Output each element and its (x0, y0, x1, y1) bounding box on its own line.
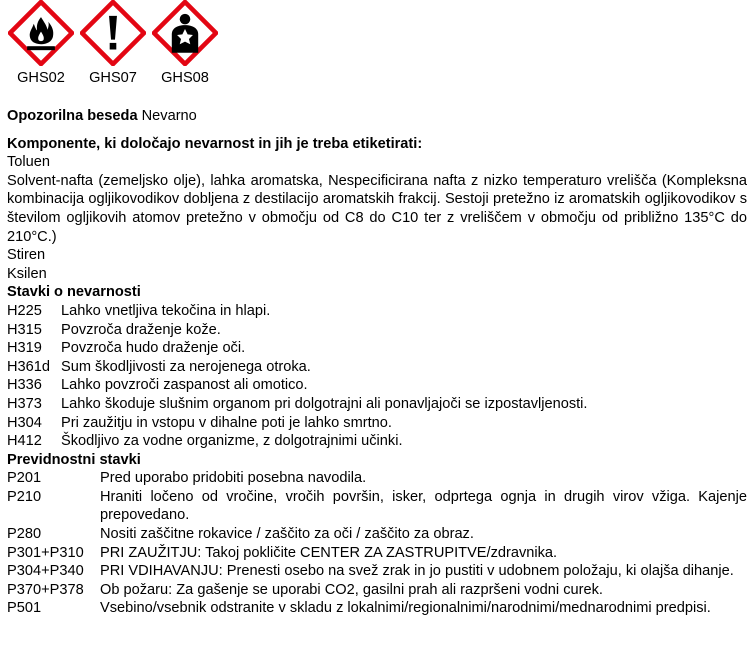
hazard-text: Lahko škoduje slušnim organom pri dolgotrajni ali ponavljajoči se izpostavljenosti. (61, 395, 588, 412)
pictogram-code: GHS02 (17, 70, 65, 86)
hazard-text: Povzroča draženje kože. (61, 321, 221, 338)
component-item: Ksilen (7, 265, 47, 282)
precautionary-code: P201 (7, 470, 42, 487)
hazard-statement-row (7, 339, 747, 358)
precautionary-statements-heading: Previdnostni stavki (7, 451, 141, 468)
exclamation-mark-icon (80, 0, 146, 66)
precautionary-text: Pred uporabo pridobiti posebna navodila. (100, 470, 367, 487)
hazard-statements-heading: Stavki o nevarnosti (7, 284, 141, 301)
precautionary-text: Nositi zaščitne rokavice / zaščito za oči / zaščito za obraz. (100, 526, 474, 543)
precautionary-statement-row (7, 469, 747, 488)
precautionary-statement-row (7, 599, 747, 618)
precautionary-text: Vsebino/vsebnik odstranite v skladu z lokalnimi/regionalnimi/narodnimi/mednarodnimi predpisi. (100, 600, 711, 617)
pictogram-ghs02 (5, 0, 77, 86)
precautionary-code: P370+P378 (7, 581, 84, 598)
hazard-statement-row (7, 395, 747, 414)
hazard-text: Lahko povzroči zaspanost ali omotico. (61, 377, 308, 394)
precautionary-code: P501 (7, 600, 42, 617)
pictogram-code: GHS07 (89, 70, 137, 86)
hazard-statement-row (7, 358, 747, 377)
signal-word-value: Nevarno (141, 108, 197, 124)
hazard-code: H304 (7, 414, 42, 431)
hazard-code: H412 (7, 433, 42, 450)
component-item: Toluen (7, 154, 51, 171)
pictogram-code: GHS08 (161, 70, 209, 86)
ghs-pictograms (5, 0, 221, 86)
pictogram-ghs08 (149, 0, 221, 86)
signal-word-label: Opozorilna beseda (7, 108, 138, 124)
health-hazard-icon (152, 0, 218, 66)
hazard-code: H361d (7, 358, 51, 375)
precautionary-text: Hraniti ločeno od vročine, vročih površin, isker, odprtega ognja in drugih virov vžiga. Kajenje prepovedano. (100, 488, 747, 524)
hazard-text: Sum škodljivosti za nerojenega otroka. (61, 358, 311, 375)
precautionary-code: P280 (7, 526, 42, 543)
precautionary-statement-row (7, 562, 747, 581)
hazard-text: Povzroča hudo draženje oči. (61, 340, 246, 357)
precautionary-code: P304+P340 (7, 563, 84, 580)
pictogram-ghs07 (77, 0, 149, 86)
label-content (7, 107, 747, 618)
components-heading: Komponente, ki določajo nevarnost in jih je treba etiketirati: (7, 135, 423, 152)
hazard-code: H373 (7, 395, 42, 412)
component-item: Solvent-nafta (zemeljsko olje), lahka aromatska, Nespecificirana nafta z nizko temperaturo vrelišča (Kompleksna kombinacija ogljikovodikov dobljena z destilacijo aromatskih frakcij. Sestoji pretežno iz aromatskih ogljikovodikov s številom ogljikovih atomov pretežno v območju od C8 do C10 ter z vreliščem v območju od približno 135°C do 210°C.) (7, 172, 747, 245)
signal-word-row (7, 107, 747, 126)
hazard-code: H315 (7, 321, 42, 338)
hazard-text: Pri zaužitju in vstopu v dihalne poti je lahko smrtno. (61, 414, 392, 431)
flame-icon (8, 0, 74, 66)
precautionary-code: P301+P310 (7, 544, 84, 561)
hazard-statement-row (7, 302, 747, 321)
hazard-statement-row (7, 321, 747, 340)
hazard-code: H225 (7, 302, 42, 319)
component-item: Stiren (7, 247, 46, 264)
precautionary-text: PRI ZAUŽITJU: Takoj pokličite CENTER ZA ZASTRUPITVE/zdravnika. (100, 544, 558, 561)
precautionary-statement-row (7, 525, 747, 544)
hazard-statement-row (7, 414, 747, 433)
hazard-text: Škodljivo za vodne organizme, z dolgotrajnimi učinki. (61, 433, 403, 450)
precautionary-statement-row (7, 488, 747, 525)
hazard-text: Lahko vnetljiva tekočina in hlapi. (61, 302, 271, 319)
precautionary-statement-row (7, 581, 747, 600)
hazard-statement-row (7, 376, 747, 395)
hazard-statement-row (7, 432, 747, 451)
precautionary-text: PRI VDIHAVANJU: Prenesti osebo na svež zrak in jo pustiti v udobnem položaju, ki olajša dihanje. (100, 563, 734, 580)
precautionary-code: P210 (7, 488, 42, 505)
hazard-code: H319 (7, 340, 42, 357)
precautionary-text: Ob požaru: Za gašenje se uporabi CO2, gasilni prah ali razpršeni vodni curek. (100, 581, 603, 598)
precautionary-statement-row (7, 544, 747, 563)
hazard-code: H336 (7, 377, 42, 394)
